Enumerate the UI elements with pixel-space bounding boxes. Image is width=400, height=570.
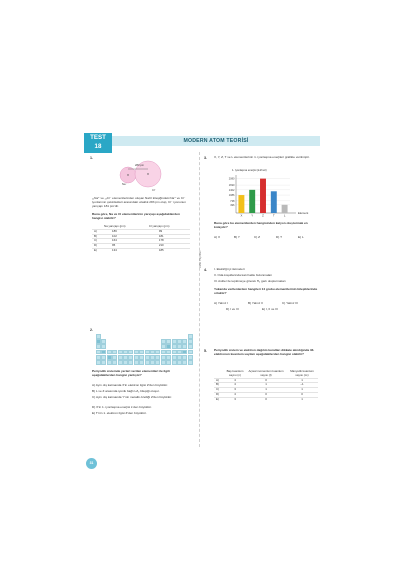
bar-Y	[249, 190, 255, 213]
q3-bar-chart	[218, 173, 312, 219]
periodic-table-cell	[172, 339, 177, 344]
y-tick-label: 1402	[228, 188, 235, 192]
periodic-table-cell	[161, 344, 166, 349]
periodic-table-cell	[172, 360, 177, 365]
chart-ylabel: 1. iyonlaşma enerjisi (kJ/mol)	[232, 169, 267, 172]
table-row: E) 3 0 1	[214, 397, 318, 401]
q2-option-b: B) L ve Z arasında iyonik bağlı LZ₂ bileşiği oluşur.	[92, 389, 160, 393]
q1-question: Buna göre, Na ve Cl elementlerinin yarıçapı aşağıdakilerden hangisi olabilir?	[92, 212, 180, 220]
q3-option-d: D) T	[276, 235, 282, 239]
table-row: C) 3 1 1	[214, 388, 318, 393]
periodic-table-cell	[134, 360, 139, 365]
periodic-table-cell	[128, 355, 133, 360]
bar-L	[282, 205, 288, 213]
periodic-table-cell	[177, 339, 182, 344]
x-tick-label: L	[283, 213, 286, 218]
periodic-table-cell	[139, 350, 144, 355]
periodic-table-cell	[96, 339, 101, 344]
periodic-table-cell	[182, 350, 187, 355]
y-tick-label: 1690	[228, 184, 235, 188]
periodic-table-cell	[101, 339, 106, 344]
periodic-table-cell	[188, 344, 193, 349]
test-number: 18	[94, 142, 102, 150]
periodic-table-cell	[112, 360, 117, 365]
periodic-table-cell	[123, 360, 128, 365]
table-row: A) 4 0 1	[214, 378, 318, 383]
periodic-table-cell	[139, 360, 144, 365]
periodic-table-cell	[96, 350, 101, 355]
periodic-table-cell	[145, 350, 150, 355]
q4-option-a: A) Yalnız I	[214, 301, 228, 305]
x-tick-label: X	[240, 213, 243, 218]
x-tick-label: Z	[262, 213, 264, 218]
periodic-table-cell	[166, 360, 171, 365]
q4-option-d: D) I ve III	[226, 307, 239, 311]
periodic-table-cell	[188, 339, 193, 344]
periodic-table-cell	[161, 360, 166, 365]
x-tick-label: Y	[251, 213, 254, 218]
periodic-table-cell	[107, 355, 112, 360]
q4-option-c: C) Yalnız III	[282, 301, 298, 305]
y-tick-label: 496	[230, 203, 235, 207]
periodic-table-cell	[172, 350, 177, 355]
q5-header-n: Baş kuantum sayısı (n)	[226, 369, 244, 377]
bar-X	[238, 195, 244, 213]
q4-statement-3: III. Asitler ile tepkimeye girerek H₂ gazı oluşturmaları	[214, 279, 286, 283]
periodic-table-cell	[150, 350, 155, 355]
q1-distance-label: 283 pm	[135, 164, 144, 167]
q4-option-b: B) Yalnız II	[248, 301, 263, 305]
y-tick-label: 738	[230, 199, 235, 203]
periodic-table-cell	[101, 360, 106, 365]
periodic-table-cell	[166, 344, 171, 349]
periodic-table-cell	[101, 344, 106, 349]
q2-option-e: E) T'nin 1. elektron ilgisi Z'den büyüktür.	[92, 411, 147, 415]
side-label: Zafer Yayınları	[199, 250, 202, 268]
q2-option-a: A) Aynı dış katmanda X'in elektron ilgisi Z'den büyüktür.	[92, 383, 168, 387]
periodic-table-cell	[177, 350, 182, 355]
test-label: TEST	[90, 134, 106, 141]
periodic-table-cell	[155, 350, 160, 355]
table-row: B) 102 181	[92, 234, 190, 239]
page-title: MODERN ATOM TEORİSİ	[183, 138, 249, 144]
q1-header-cl: Cl yarıçapı (pm)	[148, 224, 170, 228]
periodic-table-cell	[118, 355, 123, 360]
periodic-table-cell	[188, 355, 193, 360]
periodic-table-cell	[188, 360, 193, 365]
q1-number: 1.	[90, 156, 93, 160]
periodic-table-cell	[112, 355, 117, 360]
periodic-table-cell	[177, 355, 182, 360]
q3-option-b: B) Y	[234, 235, 240, 239]
periodic-table-cell	[155, 360, 160, 365]
column-divider	[199, 152, 200, 447]
periodic-table-cell	[172, 355, 177, 360]
q3-number: 3.	[204, 156, 207, 160]
bar-Z	[260, 179, 266, 213]
y-tick-label: 1086	[228, 194, 235, 198]
q5-header-l: Açısal momentum kuantum sayısı (ℓ)	[248, 369, 284, 377]
q2-option-d: D) X'in 1. iyonlaşma enerjisi L'den büyüktür.	[92, 405, 152, 409]
periodic-table-cell	[123, 355, 128, 360]
periodic-table-cell	[161, 339, 166, 344]
x-tick-label: T	[272, 213, 275, 218]
table-row: B) 4 1 −1	[214, 383, 318, 388]
periodic-table-cell	[107, 350, 112, 355]
q4-number: 4.	[204, 268, 207, 272]
x-axis-label: Element	[298, 211, 309, 215]
q2-number: 2.	[90, 328, 93, 332]
q3-option-e: E) L	[298, 235, 304, 239]
periodic-table-cell	[112, 350, 117, 355]
periodic-table-cell	[155, 355, 160, 360]
q4-option-e: E) I, II ve III	[262, 307, 278, 311]
periodic-table-cell	[166, 339, 171, 344]
q5-number: 5.	[204, 349, 207, 353]
periodic-table-cell	[123, 350, 128, 355]
q3-question: Buna göre bu elementlerden hangisinden katyon oluşturmak en kolaydır?	[214, 221, 308, 229]
q3-option-c: C) Z	[254, 235, 261, 239]
table-row: E) 134 185	[92, 248, 190, 252]
periodic-table-cell	[118, 360, 123, 365]
y-tick-label: 2080	[228, 177, 235, 181]
periodic-table-cell	[134, 355, 139, 360]
periodic-table-cell	[161, 350, 166, 355]
periodic-table-cell	[96, 355, 101, 360]
periodic-table-cell	[145, 360, 150, 365]
periodic-table-cell	[172, 344, 177, 349]
periodic-table-cell	[145, 355, 150, 360]
periodic-table-cell	[188, 350, 193, 355]
q2-option-c: C) Aynı dış katmanda Y'nin metalik özelliği Z'den büyüktür.	[92, 395, 172, 399]
q1-header-na: Na yarıçapı (pm)	[104, 224, 126, 228]
periodic-table-cell	[96, 334, 101, 339]
q1-text: ₁₁Na⁺ ve ₁₇Cl⁻ elementlerinden oluşan NaCl kileşiğindeki Na⁺ ve Cl⁻ iyonlarının çekirdekleri arasındaki uzaklık 283 pm olup, Cl⁻ iyonunun yarıçapı 181 pm'dir.	[92, 196, 186, 208]
q5-header-m: Manyetik kuantum sayısı (mₗ)	[290, 369, 314, 377]
periodic-table-cell	[150, 355, 155, 360]
periodic-table-cell	[182, 355, 187, 360]
q1-na-label: Na⁺	[122, 183, 127, 186]
q1-table	[92, 225, 190, 253]
table-row: C) 164 178	[92, 239, 190, 244]
periodic-table-cell	[161, 355, 166, 360]
q3-stem: X, Y, Z, T ve L elementlerinin 1. iyonlaşma enerjileri grafikte verilmiştir.	[214, 155, 310, 159]
q5-stem: Periyodik sistem ve elektron dağılım kuralları dikkate alındığında 33. elektronun kuantum sayıları aşağıdakilerden hangisi olabilir?	[214, 348, 315, 356]
table-row: A) 186 99	[92, 229, 190, 234]
periodic-table-cell	[182, 344, 187, 349]
q4-statement-2: II. Oda koşullarında katı halde bulunmaları	[214, 273, 273, 277]
q3-option-a: A) X	[214, 235, 221, 239]
q4-statement-1: I. Elektriği iyi iletmeleri	[214, 267, 245, 271]
periodic-table-cell	[150, 360, 155, 365]
periodic-table-cell	[128, 350, 133, 355]
periodic-table-cell	[182, 339, 187, 344]
test-badge	[84, 133, 112, 153]
q4-question: Yukarıda verilenlerden hangileri 14 grubu elementlerinin bileşiklerinde ortaktır?	[214, 287, 318, 295]
q5-table	[214, 370, 318, 402]
periodic-table-cell	[139, 355, 144, 360]
periodic-table-cell	[96, 360, 101, 365]
periodic-table-cell	[177, 360, 182, 365]
q1-cl-label: Cl⁻	[152, 189, 156, 192]
periodic-table-cell	[107, 360, 112, 365]
q2-stem: Periyodik sistemde yerleri verilen elementleri ile ilgili aşağıdakilerden hangisi yanlıştır?	[92, 369, 170, 377]
periodic-table-cell	[166, 350, 171, 355]
table-row: D) 4 0 0	[214, 392, 318, 397]
periodic-table-cell	[188, 334, 193, 339]
periodic-table-cell	[101, 355, 106, 360]
table-row: D) 95 210	[92, 244, 190, 249]
periodic-table-cell	[182, 360, 187, 365]
periodic-table-cell	[134, 350, 139, 355]
periodic-table	[96, 334, 196, 366]
periodic-table-cell	[177, 344, 182, 349]
periodic-table-cell	[96, 344, 101, 349]
page-number: 31	[86, 458, 97, 469]
periodic-table-cell	[101, 350, 106, 355]
periodic-table-cell	[166, 355, 171, 360]
bar-T	[271, 191, 277, 213]
periodic-table-cell	[118, 350, 123, 355]
periodic-table-cell	[128, 360, 133, 365]
